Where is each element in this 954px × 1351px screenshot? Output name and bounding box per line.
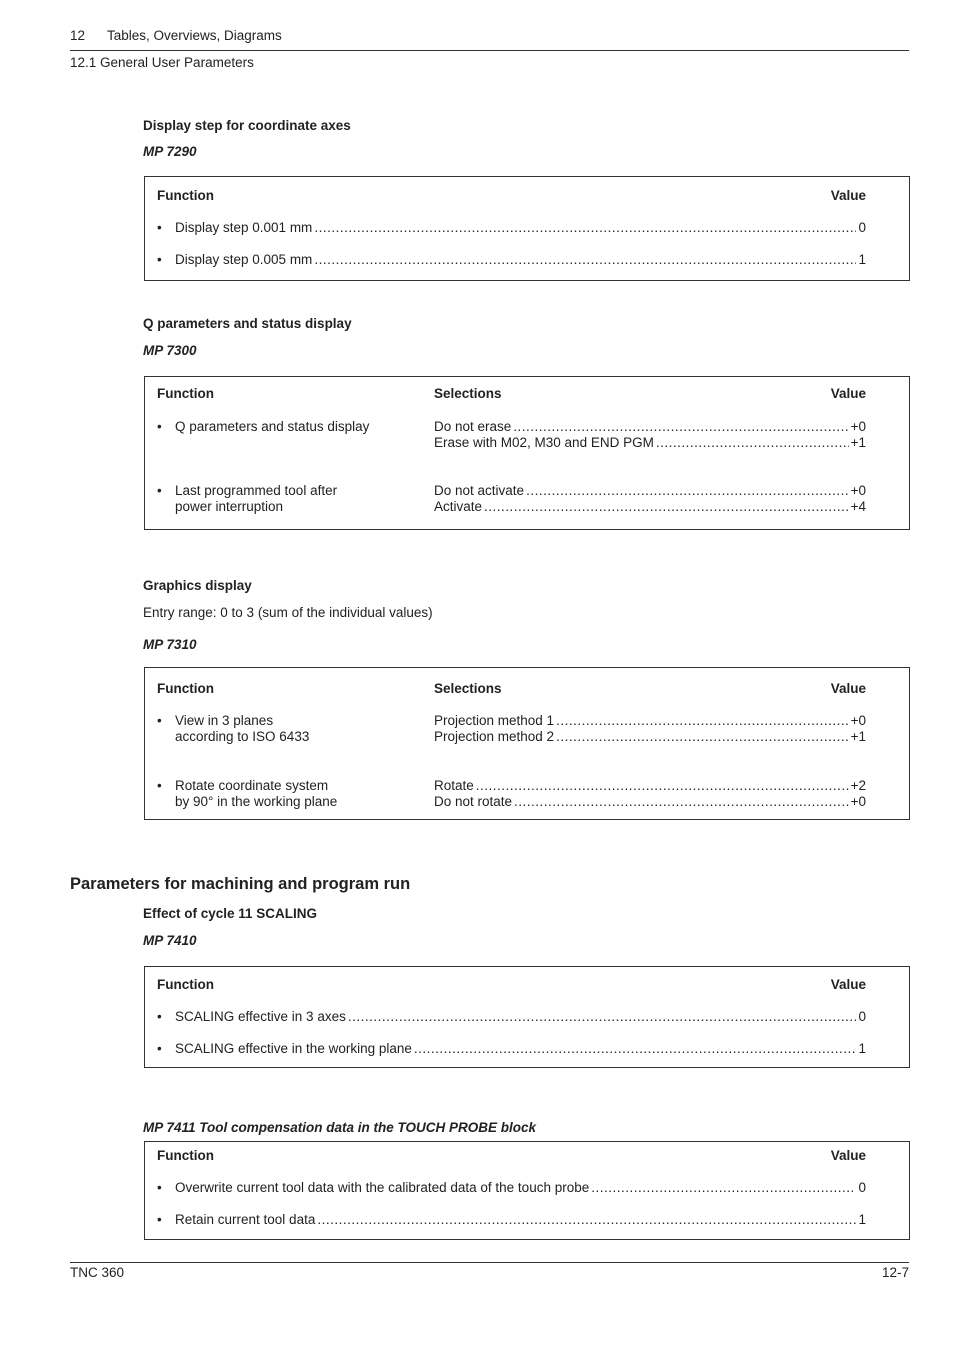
bullet: •: [157, 419, 162, 434]
page-number: 12-7: [881, 1265, 909, 1280]
bullet: •: [157, 713, 162, 728]
selection-row: Do not rotate ..... +0: [434, 794, 866, 810]
s4-title: Effect of cycle 11 SCALING: [143, 906, 318, 921]
chapter-title: Tables, Overviews, Diagrams: [107, 28, 282, 43]
col-value: Value: [830, 1148, 866, 1163]
s3-note: Entry range: 0 to 3 (sum of the individual values): [143, 605, 433, 620]
section-title: 12.1 General User Parameters: [70, 55, 254, 70]
footer-divider: [70, 1262, 909, 1263]
s5-table: [144, 1141, 910, 1240]
selection-row: Erase with M02, M30 and END PGM ..... +1: [434, 435, 866, 451]
selection-row: Activate ..... +4: [434, 499, 866, 515]
table-row: SCALING effective in the working plane ..... 1: [175, 1041, 866, 1057]
col-value: Value: [830, 977, 866, 992]
chapter-number: 12: [70, 28, 86, 43]
function-text: Last programmed tool after: [175, 483, 338, 498]
col-value: Value: [830, 188, 866, 203]
header-divider: [70, 50, 909, 51]
s2-table: [144, 376, 910, 530]
bullet: •: [157, 483, 162, 498]
s2-mp: MP 7300: [143, 343, 197, 358]
selection-row: Rotate ..... +2: [434, 778, 866, 794]
col-function: Function: [157, 1148, 214, 1163]
s4-table: [144, 966, 910, 1068]
bullet: •: [157, 1212, 162, 1227]
table-row: Overwrite current tool data with the calibrated data of the touch probe ..... 0: [175, 1180, 866, 1196]
s1-table: [144, 176, 910, 281]
bullet: •: [157, 1180, 162, 1195]
s1-title: Display step for coordinate axes: [143, 118, 351, 133]
function-text: according to ISO 6433: [175, 729, 310, 744]
col-selections: Selections: [434, 386, 502, 401]
col-value: Value: [830, 681, 866, 696]
selection-row: Do not erase ..... +0: [434, 419, 866, 435]
s3-table: [144, 667, 910, 820]
function-text: by 90° in the working plane: [175, 794, 338, 809]
function-text: power interruption: [175, 499, 284, 514]
col-function: Function: [157, 188, 214, 203]
bullet: •: [157, 1041, 162, 1056]
table-row: SCALING effective in 3 axes ..... 0: [175, 1009, 866, 1025]
s3-title: Graphics display: [143, 578, 252, 593]
bullet: •: [157, 1009, 162, 1024]
selection-row: Projection method 2 ..... +1: [434, 729, 866, 745]
s1-mp: MP 7290: [143, 144, 197, 159]
s2-title: Q parameters and status display: [143, 316, 352, 331]
s3-mp: MP 7310: [143, 637, 197, 652]
function-text: Rotate coordinate system: [175, 778, 329, 793]
section-heading: Parameters for machining and program run: [70, 875, 411, 893]
bullet: •: [157, 778, 162, 793]
footer-product: TNC 360: [70, 1265, 125, 1280]
table-row: Display step 0.005 mm ..... 1: [175, 252, 866, 268]
col-function: Function: [157, 386, 214, 401]
function-text: View in 3 planes: [175, 713, 274, 728]
function-text: Q parameters and status display: [175, 419, 370, 434]
col-function: Function: [157, 977, 214, 992]
col-function: Function: [157, 681, 214, 696]
s5-title: MP 7411 Tool compensation data in the TOUCH PROBE block: [143, 1120, 537, 1135]
col-value: Value: [830, 386, 866, 401]
s4-mp: MP 7410: [143, 933, 197, 948]
bullet: •: [157, 220, 162, 235]
col-selections: Selections: [434, 681, 502, 696]
selection-row: Projection method 1 ..... +0: [434, 713, 866, 729]
bullet: •: [157, 252, 162, 267]
table-row: Display step 0.001 mm ..... 0: [175, 220, 866, 236]
table-row: Retain current tool data ..... 1: [175, 1212, 866, 1228]
selection-row: Do not activate ..... +0: [434, 483, 866, 499]
